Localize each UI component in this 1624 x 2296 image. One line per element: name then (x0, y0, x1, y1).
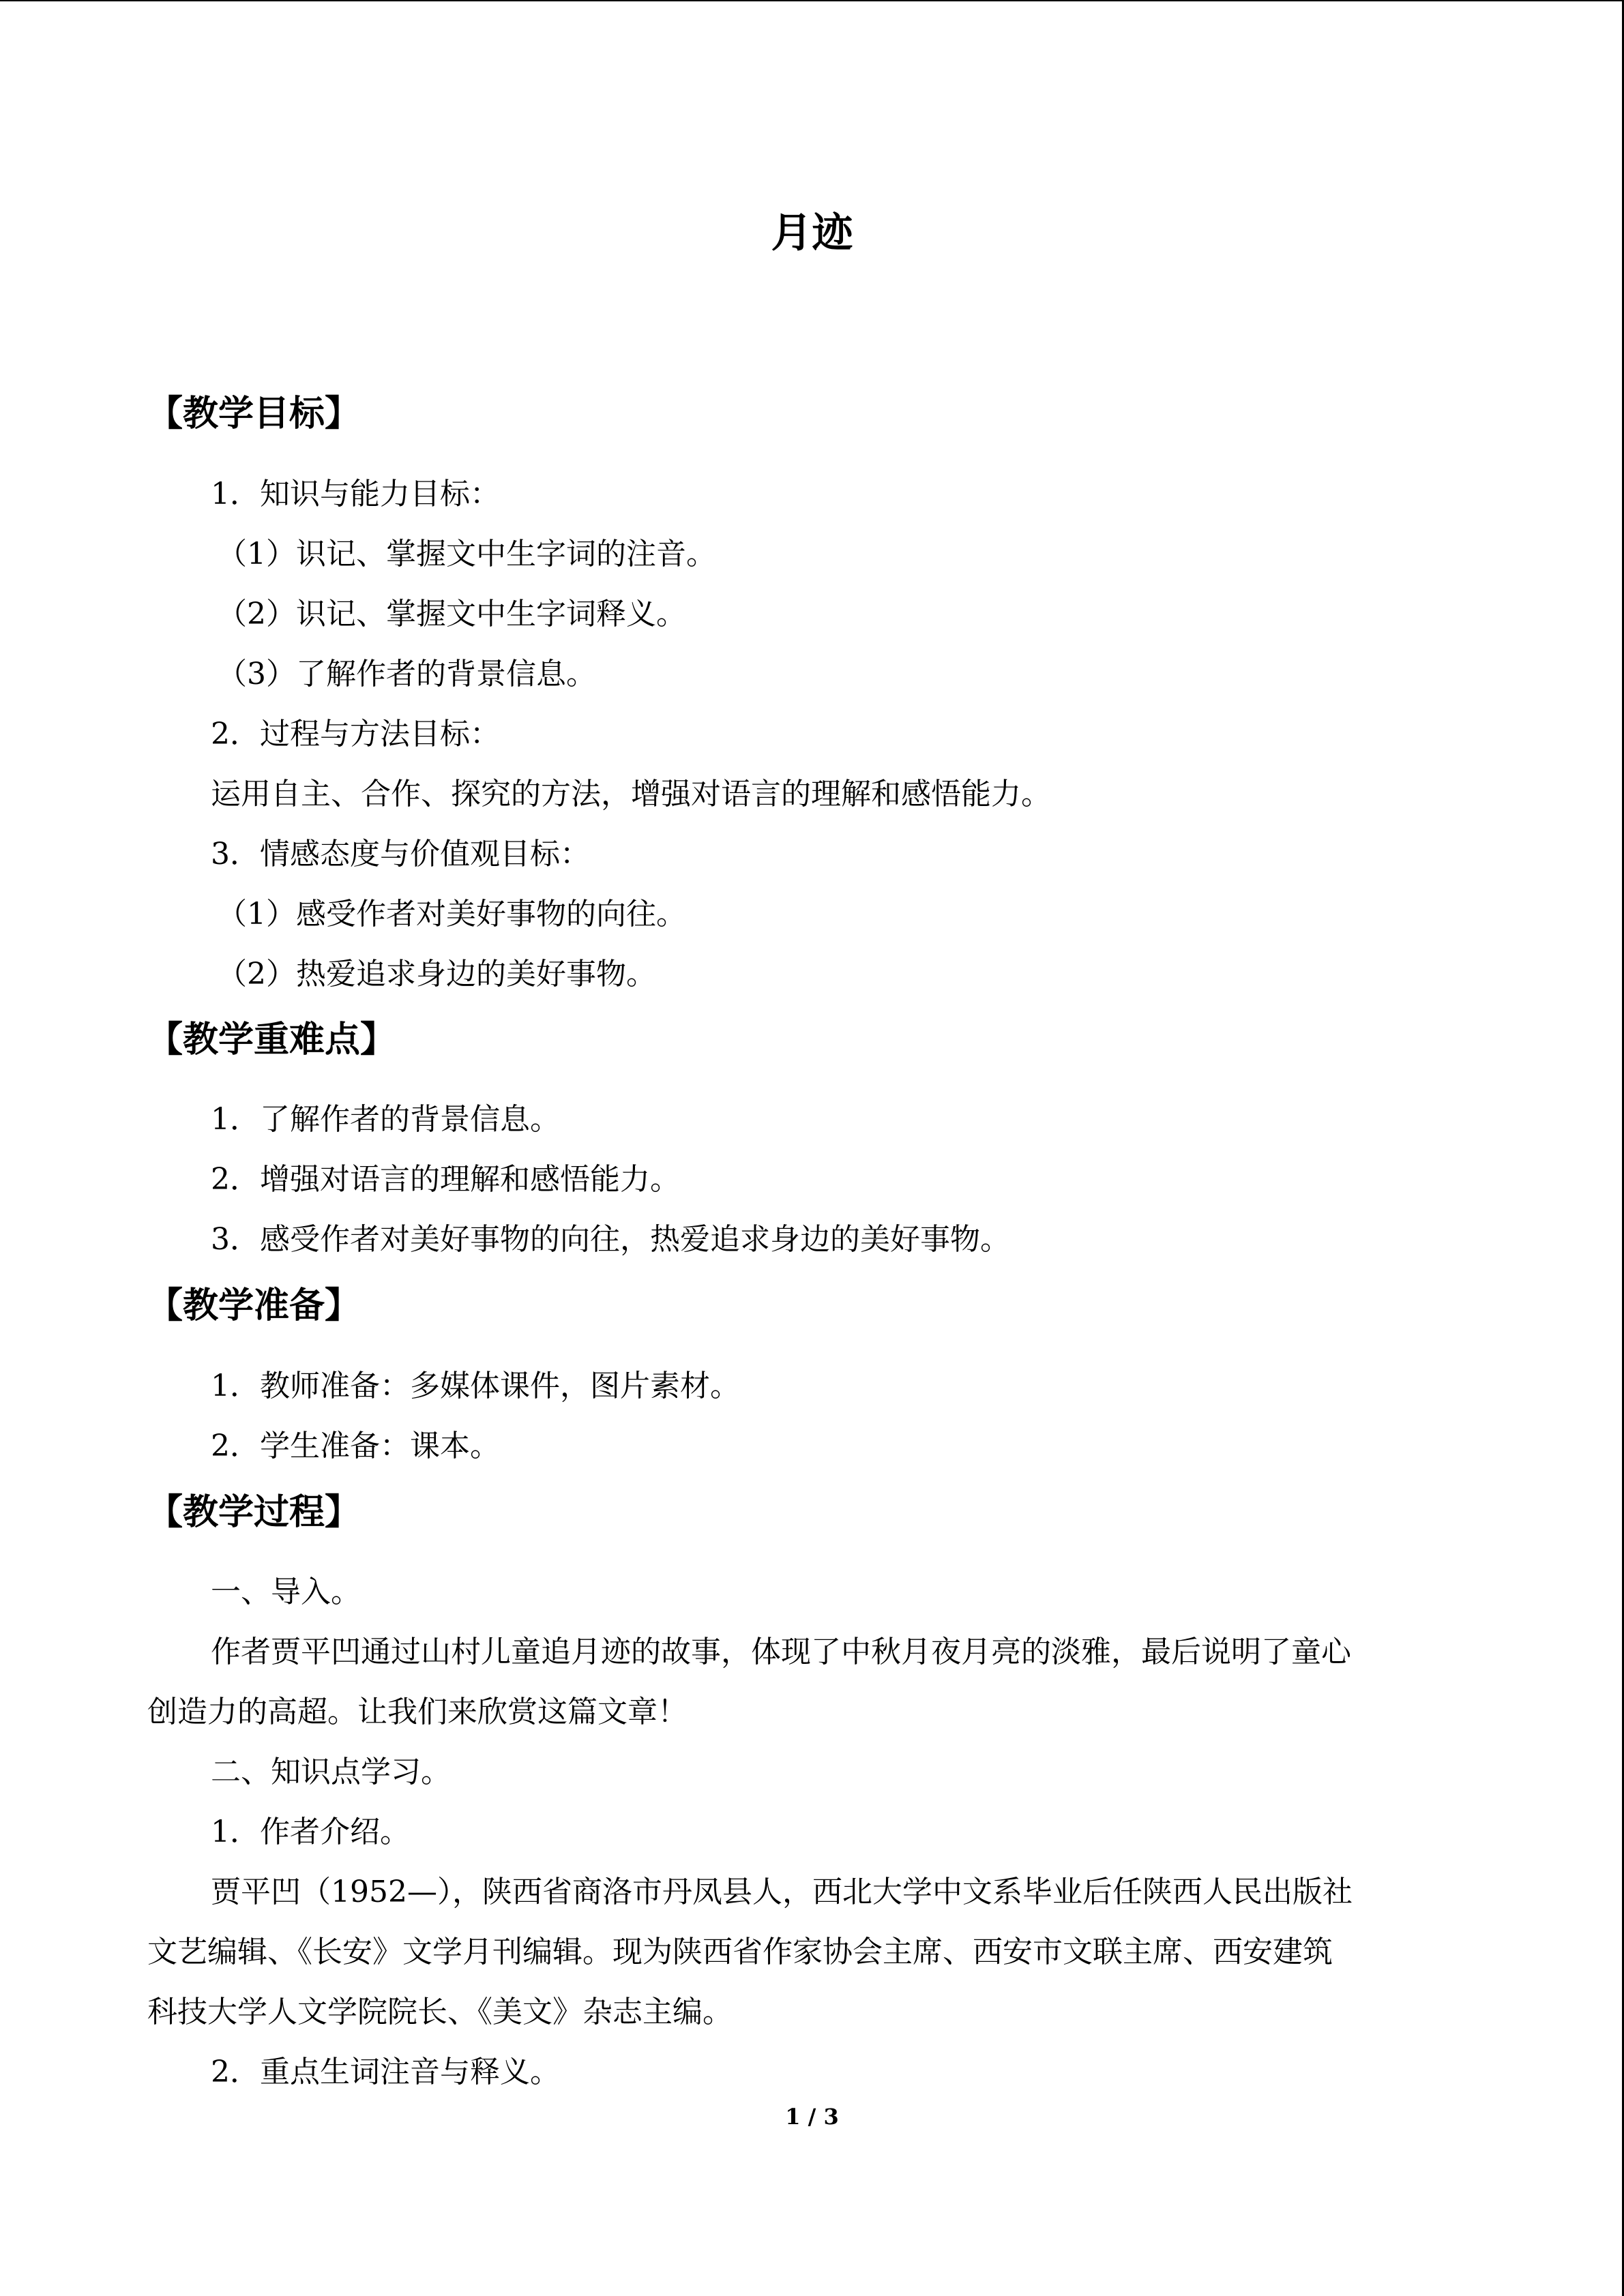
goals-line: 3．情感态度与价值观目标： (211, 837, 590, 871)
process-line: 贾平凹（1952—），陕西省商洛市丹凤县人，西北大学中文系毕业后任陕西人民出版社 (211, 1875, 1353, 1909)
page-title: 月迹 (771, 209, 853, 257)
page-border-top (0, 0, 1624, 1)
process-line: 1．作者介绍。 (211, 1815, 410, 1849)
preparation-line: 1．教师准备：多媒体课件，图片素材。 (211, 1369, 740, 1403)
key-points-line: 3．感受作者对美好事物的向往，热爱追求身边的美好事物。 (211, 1222, 1010, 1257)
process-line: 一、导入。 (211, 1575, 361, 1609)
section-heading-process: 【教学过程】 (147, 1491, 361, 1533)
goals-line: 运用自主、合作、探究的方法，增强对语言的理解和感悟能力。 (211, 777, 1051, 811)
page-number: 1 / 3 (785, 2104, 839, 2130)
goals-line: （3）了解作者的背景信息。 (217, 657, 596, 691)
key-points-line: 2．增强对语言的理解和感悟能力。 (211, 1162, 680, 1197)
process-line: 2．重点生词注音与释义。 (211, 2055, 560, 2089)
section-heading-key-points: 【教学重难点】 (147, 1019, 396, 1060)
section-heading-preparation: 【教学准备】 (147, 1285, 361, 1326)
goals-line: （2）热爱追求身边的美好事物。 (217, 957, 656, 992)
key-points-line: 1．了解作者的背景信息。 (211, 1102, 560, 1137)
process-line: 科技大学人文学院院长、《美文》杂志主编。 (147, 1995, 733, 2029)
goals-line: （1）识记、掌握文中生字词的注音。 (217, 537, 716, 571)
process-line: 二、知识点学习。 (211, 1755, 451, 1789)
preparation-line: 2．学生准备：课本。 (211, 1429, 500, 1463)
process-line: 作者贾平凹通过山村儿童追月迹的故事，体现了中秋月夜月亮的淡雅，最后说明了童心 (211, 1635, 1351, 1669)
goals-line: （2）识记、掌握文中生字词释义。 (217, 597, 686, 631)
section-heading-goals: 【教学目标】 (147, 393, 361, 434)
goals-line: 2．过程与方法目标： (211, 717, 500, 751)
goals-line: 1．知识与能力目标： (211, 477, 500, 511)
process-line: 创造力的高超。让我们来欣赏这篇文章！ (147, 1695, 688, 1729)
process-line: 文艺编辑、《长安》文学月刊编辑。现为陕西省作家协会主席、西安市文联主席、西安建筑 (147, 1935, 1333, 1969)
goals-line: （1）感受作者对美好事物的向往。 (217, 897, 686, 931)
